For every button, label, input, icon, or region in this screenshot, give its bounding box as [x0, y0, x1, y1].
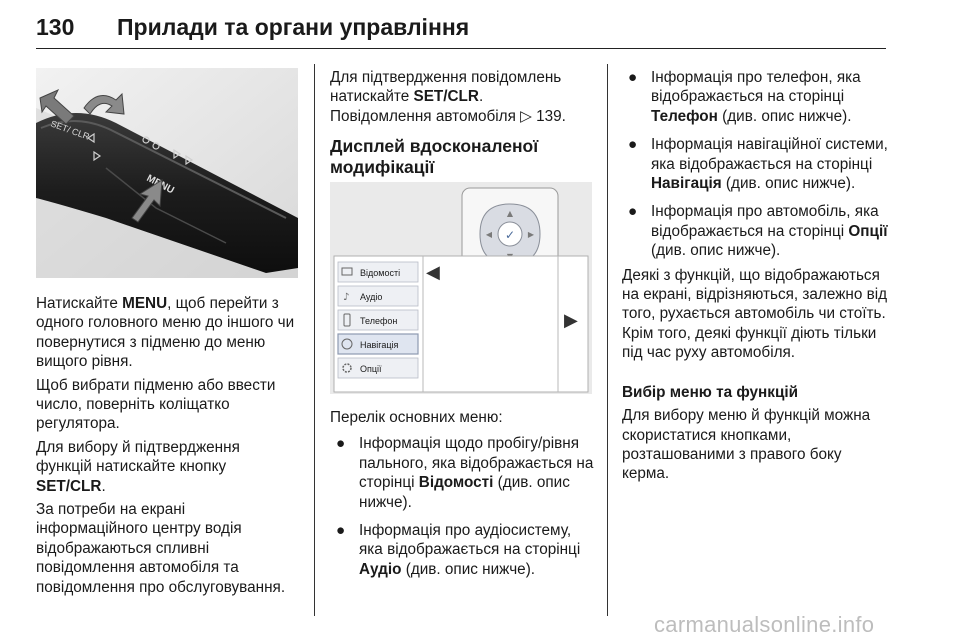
bullet-icon: ● [628, 203, 638, 221]
main-menu-list-continued [622, 68, 888, 261]
dpad-right-icon: ▶ [527, 230, 535, 239]
steering-lever-image [36, 68, 298, 278]
music-note-icon: ♪ [343, 292, 350, 303]
page-title: Прилади та органи управління [117, 14, 470, 40]
steering-lever-illustration [36, 68, 298, 278]
menu-item-phone [338, 310, 418, 330]
section-heading: Дисплей вдосконаленої модифікації [330, 136, 539, 178]
set-clr-keyword: SET/CLR [36, 477, 102, 495]
menu-item-label: Опції [360, 364, 382, 374]
info-display-image [330, 182, 592, 394]
paragraph-driving-functions: Деякі з функцій, що відображаються на екрані, відрізняються, залежно від того, рухається автомобіль чи стоїть. Крім того, деякі функції діють тільки під час руху автомобіля. [622, 266, 888, 362]
menu-keyword: MENU [122, 295, 168, 312]
dpad-center-icon: ✓ [504, 228, 516, 242]
bullet-icon: ● [336, 522, 346, 540]
left-column [36, 294, 298, 601]
middle-column-bottom [330, 408, 598, 588]
column-divider-right [607, 64, 608, 616]
bullet-icon: ● [628, 136, 638, 154]
middle-column-top [330, 68, 598, 182]
paragraph-popup-messages: За потреби на екрані інформаційного центру водія відображаються спливні повідомлення автомобіля та повідомлення про обслуговування. [36, 501, 286, 596]
bullet-icon: ● [336, 435, 346, 453]
page-reference-icon: ▷ [520, 107, 532, 125]
dpad-up-icon: ▲ [506, 209, 514, 218]
set-clr-keyword: SET/CLR [413, 88, 479, 106]
set-clr-label: SET/ CLR [49, 118, 91, 142]
watermark: carmanualsonline.info [654, 612, 875, 637]
right-column [622, 68, 888, 488]
left-arrow-icon: ◀ [426, 262, 440, 283]
menu-item-options [338, 358, 418, 378]
menu-item-label: Відомості [360, 268, 401, 278]
dpad-left-icon: ◀ [485, 230, 493, 239]
paragraph-confirm-messages: Для підтвердження повідомлень натискайте SET/CLR. Повідомлення автомобіля ▷ 139. [330, 69, 566, 125]
paragraph-set-clr: Для вибору й підтвердження функцій натискайте кнопку SET/CLR. [36, 438, 240, 495]
list-intro: Перелік основних меню: [330, 409, 503, 426]
page-header [36, 8, 886, 49]
paragraph-steering-buttons: Для вибору меню й функцій можна скористатися кнопками, розташованими з правого боку керма. [622, 407, 871, 483]
subheading-menu-selection: Вибір меню та функцій [622, 383, 799, 401]
page-number: 130 [36, 14, 75, 40]
info-display-illustration [330, 182, 592, 394]
list-item: ● Інформація про автомобіль, яка відображається на сторінці Опції (див. опис нижче). [628, 203, 888, 260]
list-item: ● Інформація про телефон, яка відображається на сторінці Телефон (див. опис нижче). [628, 69, 861, 125]
paragraph-menu-instruction: Натискайте MENU, щоб перейти з одного головного меню до іншого чи повернутися з підменю до меню вищого рівня. [36, 295, 295, 371]
menu-item-label: Телефон [360, 316, 398, 326]
bullet-icon: ● [628, 69, 638, 86]
paragraph-thumbwheel: Щоб вибрати підменю або ввести число, поверніть коліщатко регулятора. [36, 376, 276, 433]
column-divider-left [314, 64, 315, 616]
list-item: ● Інформація щодо пробігу/рівня пального, яка відображається на сторінці Відомості (див. опис нижче). [336, 435, 594, 511]
list-item: ● Інформація навігаційної системи, яка відображається на сторінці Навігація (див. опис нижче). [628, 136, 888, 193]
main-menu-list [330, 434, 598, 579]
menu-item-navigation [338, 334, 418, 354]
dpad-control-icon [480, 204, 540, 264]
menu-item-label: Навігація [360, 340, 399, 350]
right-arrow-icon: ▶ [564, 310, 578, 331]
list-item: ● Інформація про аудіосистему, яка відображається на сторінці Аудіо (див. опис нижче). [336, 522, 581, 578]
menu-item-vidomosti [338, 262, 418, 282]
menu-item-audio [338, 286, 418, 306]
menu-item-label: Аудіо [360, 292, 383, 302]
